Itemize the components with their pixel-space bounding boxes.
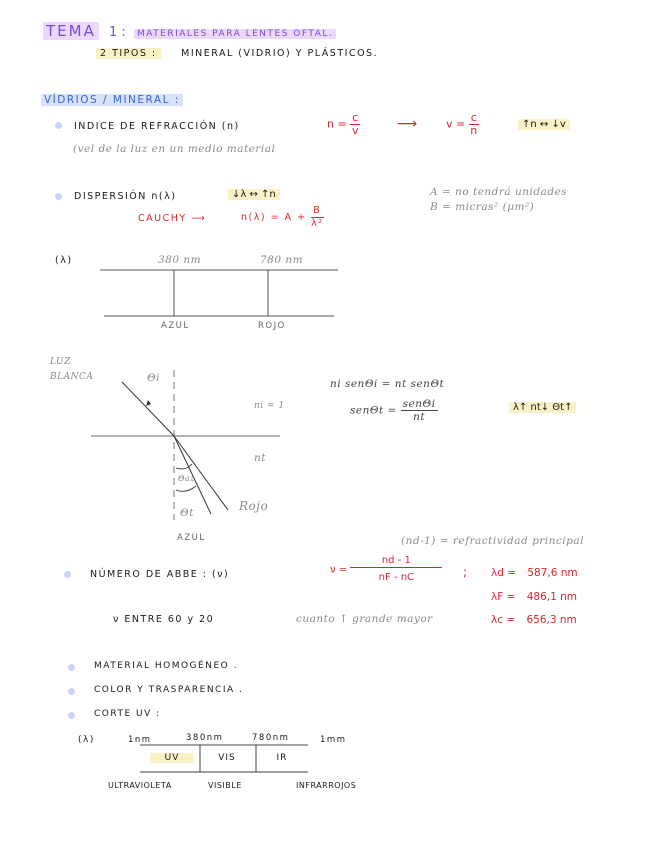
dispersion-note-b: B = micras² (μm²) — [430, 201, 535, 213]
indice-relation: ↑n ↔ ↓v — [518, 119, 570, 130]
abbe-formula-num: nd - 1 — [350, 555, 442, 568]
cauchy-formula-den: λ² — [311, 218, 324, 229]
title-colon: : — [121, 25, 126, 40]
spectrum-azul: AZUL — [161, 321, 190, 331]
theta-t-label: Θt — [180, 507, 194, 519]
dispersion-note-a: A = no tendrá unidades — [430, 186, 568, 198]
list-item: MATERIAL HOMOGÉNEO . — [94, 661, 238, 671]
dispersion-label: DISPERSIÓN n(λ) — [74, 191, 177, 202]
abbe-formula — [330, 555, 442, 584]
lambda-c — [491, 614, 577, 626]
incident-ray — [122, 382, 174, 436]
lambda-c-value: 656,3 nm — [526, 614, 577, 626]
cauchy-label: CAUCHY ⟶ — [138, 213, 207, 224]
spectrum-rojo: ROJO — [258, 321, 286, 331]
cauchy-formula-num: B — [311, 205, 323, 218]
bullet — [68, 712, 75, 719]
abbe-semicolon: ; — [463, 565, 468, 579]
indice-label: INDICE DE REFRACCIÓN (n) — [74, 121, 240, 132]
theta-azul-label: Θaz — [178, 474, 196, 483]
list-item: CORTE UV : — [94, 709, 161, 719]
diagram-luz-line1: LUZ — [50, 357, 71, 367]
snell-theta-t — [350, 398, 438, 423]
bullet — [68, 664, 75, 671]
snell-relation: λ↑ nt↓ Θt↑ — [509, 402, 576, 413]
nt-label: nt — [254, 452, 266, 464]
uv-label-visible: VISIBLE — [208, 781, 242, 790]
title-text: MATERIALES PARA LENTES OFTAL. — [134, 29, 336, 39]
uv-tick-780nm: 780nm — [252, 733, 290, 743]
uv-tick-1mm: 1mm — [320, 735, 347, 745]
bullet — [68, 688, 75, 695]
abbe-label: NÚMERO DE ABBE : (ν) — [90, 569, 230, 580]
red-ray — [174, 436, 228, 510]
indice-formula-n-lhs: n = — [327, 117, 347, 131]
lambda-f-value: 486,1 nm — [526, 591, 578, 603]
angle-arc-t — [176, 486, 196, 491]
indice-formula-v-num: c — [470, 111, 477, 124]
incident-arrow — [146, 400, 151, 406]
refractivity-note: (nd-1) = refractividad principal — [401, 535, 585, 547]
uv-tick-380nm: 380nm — [186, 733, 224, 743]
ni-label: ni = 1 — [254, 401, 285, 411]
section-vidrios-heading: VÍDRIOS / MINERAL : — [41, 94, 183, 106]
diagram-luz-line2: BLANCA — [50, 372, 94, 382]
lambda-f — [491, 591, 577, 603]
tipos-label: 2 TIPOS : — [96, 48, 161, 59]
indice-arrow: ⟶ — [397, 116, 418, 132]
uv-label-infrarrojos: INFRARROJOS — [296, 781, 357, 790]
uv-tick-1nm: 1nm — [128, 735, 152, 745]
abbe-range: ν ENTRE 60 y 20 — [113, 614, 215, 625]
title-number: 1 — [108, 25, 118, 40]
diagram-luz — [50, 355, 93, 385]
azul-label: AZUL — [177, 533, 206, 543]
cauchy-formula-eq: n(λ) = A + — [241, 212, 307, 223]
abbe-formula-lhs: ν = — [330, 564, 348, 576]
indice-formula-v-den: n — [470, 124, 478, 137]
snell-theta-t-den: nt — [413, 411, 426, 423]
abbe-formula-den: nF - nC — [378, 572, 415, 583]
lambda-d — [491, 567, 578, 579]
snell-law: ni senΘi = nt senΘt — [330, 378, 445, 390]
lambda-d-value: 587,6 nm — [527, 567, 578, 579]
list-item: COLOR Y TRASPARENCIA . — [94, 685, 244, 695]
abbe-range-note: cuanto ↑ grande mayor — [296, 613, 433, 625]
uv-band-ir: IR — [276, 753, 288, 763]
indice-note: (vel de la luz en un medio material — [73, 143, 276, 155]
tipos-values: MINERAL (VIDRIO) Y PLÁSTICOS. — [181, 48, 379, 59]
lambda-c-label: λc = — [491, 614, 516, 626]
snell-theta-t-lhs: senΘt = — [350, 404, 397, 417]
spectrum-780: 780 nm — [260, 254, 304, 266]
spectrum-380: 380 nm — [158, 254, 202, 266]
indice-formula-n-den: v — [351, 124, 359, 137]
uv-band-uv: UV — [150, 753, 194, 763]
rojo-label: Rojo — [239, 499, 269, 513]
indice-formula-v-lhs: v = — [446, 117, 466, 131]
bullet — [64, 571, 71, 578]
indice-formula-n-num: c — [352, 111, 359, 124]
theta-i-label: Θi — [147, 372, 160, 384]
title-prefix: TEMA — [43, 22, 99, 40]
spectrum-lambda: (λ) — [55, 255, 73, 266]
uv-scale-lambda: (λ) — [78, 735, 95, 745]
uv-label-ultravioleta: ULTRAVIOLETA — [108, 781, 172, 790]
uv-band-vis: VIS — [218, 753, 236, 763]
lambda-d-label: λd = — [491, 567, 517, 579]
snell-theta-t-num: senΘi — [402, 398, 436, 410]
lambda-f-label: λF = — [491, 591, 516, 603]
dispersion-relation: ↓λ ↔ ↑n — [228, 189, 280, 200]
